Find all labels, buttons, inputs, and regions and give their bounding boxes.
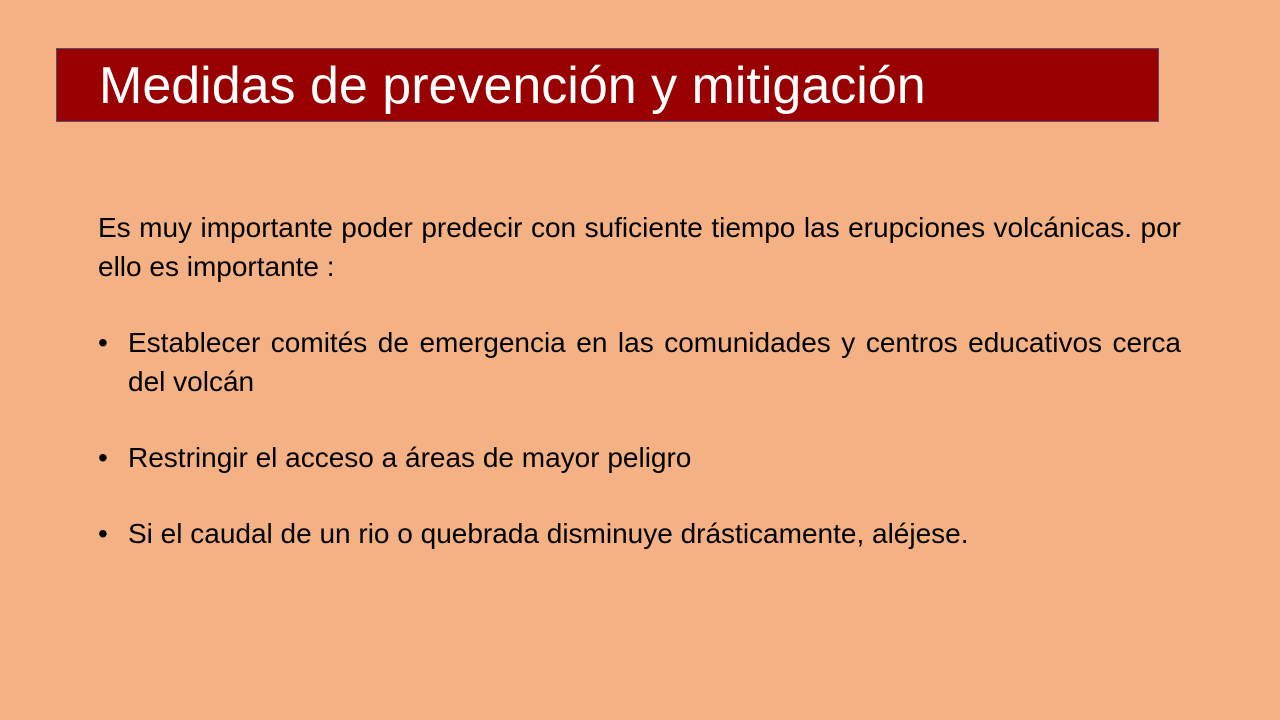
bullet-text: Si el caudal de un rio o quebrada disminuye drásticamente, aléjese. [128, 518, 969, 549]
bullet-text: Establecer comités de emergencia en las comunidades y centros educativos cerca del volcán [128, 327, 1181, 397]
title-bar [56, 48, 1159, 122]
bullet-text: Restringir el acceso a áreas de mayor peligro [128, 442, 692, 473]
slide-content [98, 208, 1181, 553]
bullet-icon: • [98, 442, 108, 473]
bullet-list [98, 323, 1181, 553]
bullet-item [98, 514, 1181, 553]
slide-title: Medidas de prevención y mitigación [99, 57, 926, 115]
bullet-icon: • [98, 518, 108, 549]
bullet-item [98, 323, 1181, 401]
bullet-item [98, 438, 1181, 477]
bullet-icon: • [98, 327, 108, 358]
intro-paragraph: Es muy importante poder predecir con suficiente tiempo las erupciones volcánicas. por ello es importante : [98, 212, 1181, 282]
